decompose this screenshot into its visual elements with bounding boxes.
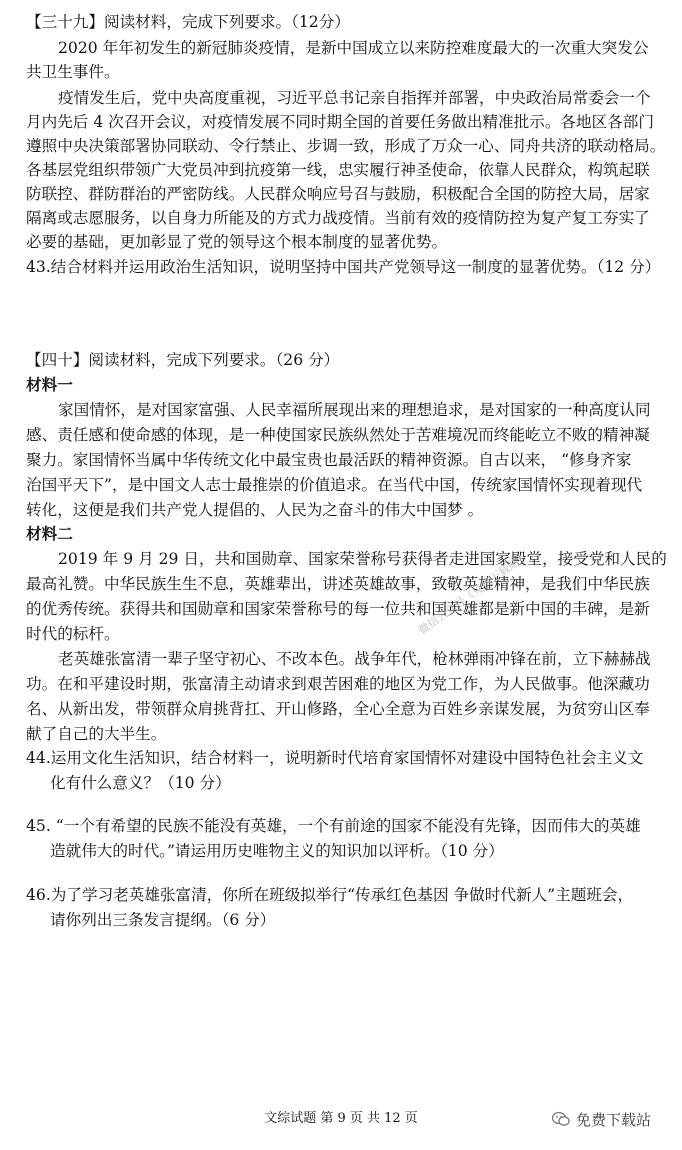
question-43: 43.结合材料并运用政治生活知识，说明坚持中国共产党领导这一制度的显著优势。（12 分）: [26, 258, 661, 276]
question-44-line: 44.运用文化生活知识，结合材料一，说明新时代培育家国情怀对建设中国特色社会主义文: [26, 749, 644, 767]
brand-badge: [552, 1107, 651, 1131]
question-44-line: 化有什么意义？（10 分）: [50, 774, 231, 792]
q39-para2-line: 月内先后 4 次召开会议，对疫情发展不同时期全国的首要任务做出精准批示。各地区各部门: [26, 113, 654, 131]
material-2-line: 时代的标杆。: [26, 625, 120, 643]
q39-para2-line: 疫情发生后，党中央高度重视，习近平总书记亲自指挥并部署，中央政治局常委会一个: [58, 89, 651, 107]
page-footer: 文综试题 第 9 页 共 12 页: [264, 1111, 418, 1126]
material-2-line: 的优秀传统。获得共和国勋章和国家荣誉称号的每一位共和国英雄都是新中国的丰碑，是新: [26, 600, 650, 618]
wechat-icon: [552, 1111, 570, 1127]
material-2-line: 老英雄张富清一辈子坚守初心、不改本色。战争年代，枪林弹雨冲锋在前，立下赫赫战: [58, 650, 651, 668]
q39-header: 【三十九】阅读材料，完成下列要求。（12分）: [26, 13, 350, 31]
material-2-line: 功。在和平建设时期，张富清主动请求到艰苦困难的地区为党工作，为人民做事。他深藏功: [26, 675, 650, 693]
question-46-line: 请你列出三条发言提纲。（6 分）: [50, 911, 276, 929]
material-1-title: 材料一: [26, 376, 73, 394]
watermark: 微信公众号《免费下载站》: [416, 549, 531, 638]
q39-para2-line: 隔离或志愿服务，以自身力所能及的方式力战疫情。当前有效的疫情防控为复产复工夯实了: [26, 209, 650, 227]
material-2-line: 献了自己的大半生。: [26, 725, 167, 743]
material-1-line: 家国情怀，是对国家富强、人民幸福所展现出来的理想追求，是对国家的一种高度认同: [58, 401, 651, 419]
material-1-line: 转化，这便是我们共产党人提倡的、人民为之奋斗的伟大中国梦 。: [26, 501, 484, 519]
material-1-line: 治国平天下”，是中国文人志士最推崇的价值追求。在当代中国，传统家国情怀实现着现代: [26, 476, 643, 494]
material-2-title: 材料二: [26, 525, 73, 543]
material-2-line: 2019 年 9 月 29 日，共和国勋章、国家荣誉称号获得者走进国家殿堂，接受党和人民的: [58, 550, 667, 568]
brand-name: 免费下载站: [576, 1110, 652, 1129]
material-1-line: 聚力。家国情怀当属中华传统文化中最宝贵也最活跃的精神资源。自古以来， “修身齐家: [26, 451, 632, 469]
question-46-line: 46.为了学习老英雄张富清，你所在班级拟举行“传承红色基因 争做时代新人”主题班会，: [26, 886, 634, 904]
q39-para2-line: 各基层党组织带领广大党员冲到抗疫第一线，忠实履行神圣使命，依靠人民群众，构筑起联: [26, 161, 650, 179]
q39-para2-line: 必要的基础，更加彰显了党的领导这个根本制度的显著优势。: [26, 233, 448, 251]
q39-para2-line: 遵照中央决策部署协同联动、令行禁止、步调一致，形成了万众一心、同舟共济的联动格局。: [26, 137, 666, 155]
material-2-line: 最高礼赞。中华民族生生不息，英雄辈出，讲述英雄故事，致敬英雄精神，是我们中华民族: [26, 575, 650, 593]
q39-para1-line: 2020 年年初发生的新冠肺炎疫情，是新中国成立以来防控难度最大的一次重大突发公: [58, 39, 649, 57]
question-45-line: 造就伟大的时代。”请运用历史唯物主义的知识加以评析。（10 分）: [50, 842, 504, 860]
q40-header: 【四十】阅读材料，完成下列要求。（26 分）: [26, 351, 340, 369]
material-2-line: 名、从新出发，带领群众肩挑背扛、开山修路，全心全意为百姓乡亲谋发展，为贫穷山区奉: [26, 700, 650, 718]
q39-para2-line: 防联控、群防群治的严密防线。人民群众响应号召与鼓励，积极配合全国的防控大局，居家: [26, 185, 650, 203]
material-1-line: 感、责任感和使命感的体现，是一种使国家民族纵然处于苦难境况而终能屹立不败的精神凝: [26, 426, 650, 444]
q39-para1-line: 共卫生事件。: [26, 63, 120, 81]
question-45-line: 45. “一个有希望的民族不能没有英雄，一个有前途的国家不能没有先锋，因而伟大的英雄: [26, 817, 641, 835]
